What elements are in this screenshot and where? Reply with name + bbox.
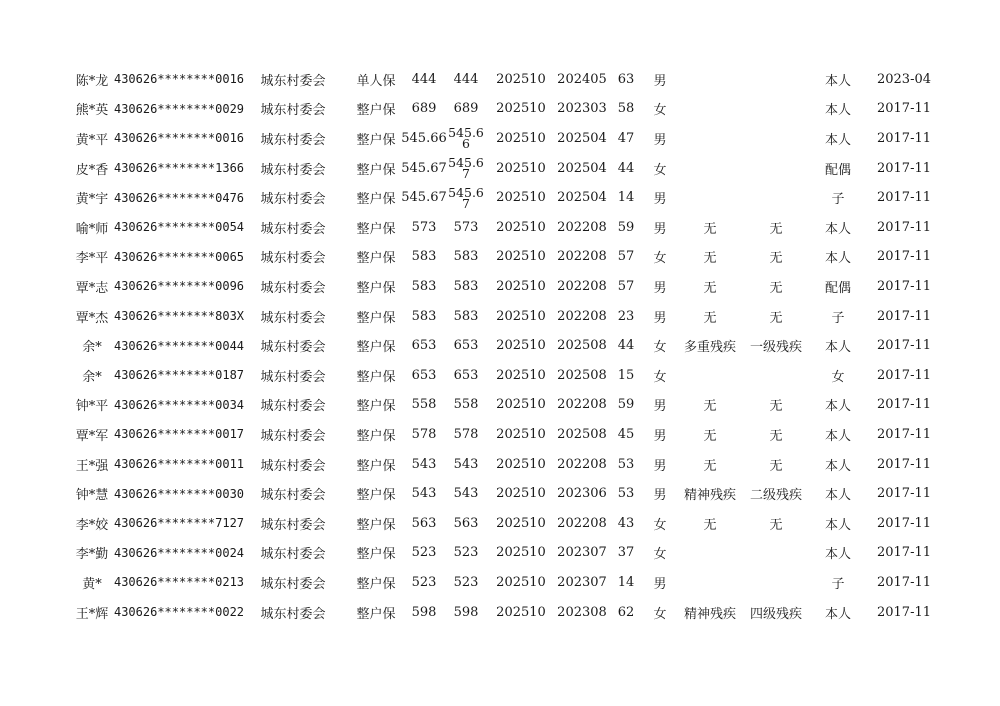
enrollment-date-cell: 2017-11 [876,190,932,206]
disability-level-cell [746,94,806,124]
start-month-cell: 202208 [557,219,607,235]
age-cell: 63 [617,71,635,87]
enrollment-date-cell: 2017-11 [876,574,932,590]
id-number-cell: 430626********0187 [113,368,245,383]
age-cell: 57 [617,249,635,265]
id-number-cell: 430626********0044 [113,338,245,353]
disability-category-cell [678,153,742,183]
id-number-cell: 430626********0024 [113,545,245,560]
enrollment-date-cell: 2017-11 [876,160,932,176]
amount-secondary-cell: 558 [453,397,479,413]
disability-category-cell: 无 [703,251,717,267]
disability-level-cell: 四级残疾 [749,606,802,622]
village-committee-cell: 城东村委会 [260,310,326,326]
amount-secondary-cell: 573 [453,219,479,235]
issue-month-cell: 202510 [496,160,546,176]
disability-category-cell: 多重残疾 [683,340,736,356]
enrollment-date-cell: 2017-11 [876,101,932,117]
village-committee-cell: 城东村委会 [260,73,326,89]
disability-category-cell: 无 [703,310,717,326]
start-month-cell: 202508 [557,426,607,442]
assistance-type-cell: 整户保 [356,132,396,148]
age-cell: 58 [617,101,635,117]
sex-cell: 女 [653,251,667,267]
relation-to-head-cell: 本人 [824,547,851,563]
person-name-cell: 覃*杰 [75,310,109,326]
age-cell: 14 [617,190,635,206]
table-row [0,272,1000,302]
id-number-cell: 430626********0030 [113,486,245,501]
person-name-cell: 熊*英 [75,103,109,119]
disability-category-cell [678,65,742,95]
village-committee-cell: 城东村委会 [260,369,326,385]
enrollment-date-cell: 2017-11 [876,367,932,383]
sex-cell: 男 [653,73,667,89]
assistance-type-cell: 整户保 [356,576,396,592]
person-name-cell: 李*勤 [75,547,109,563]
disability-category-cell: 无 [703,221,717,237]
amount-primary-cell: 523 [411,545,437,561]
village-committee-cell: 城东村委会 [260,132,326,148]
person-name-cell: 李*平 [75,251,109,267]
village-committee-cell: 城东村委会 [260,399,326,415]
enrollment-date-cell: 2017-11 [876,338,932,354]
issue-month-cell: 202510 [496,456,546,472]
enrollment-date-cell: 2017-11 [876,130,932,146]
person-name-cell: 余* [82,369,102,385]
assistance-type-cell: 整户保 [356,369,396,385]
issue-month-cell: 202510 [496,249,546,265]
amount-primary-cell: 545.67 [401,190,447,206]
issue-month-cell: 202510 [496,219,546,235]
id-number-cell: 430626********0096 [113,279,245,294]
relation-to-head-cell: 女 [831,369,845,385]
sex-cell: 女 [653,369,667,385]
sex-cell: 男 [653,576,667,592]
table-row [0,213,1000,243]
disability-category-cell [678,183,742,213]
disability-category-cell [678,538,742,568]
relation-to-head-cell: 本人 [824,458,851,474]
start-month-cell: 202208 [557,249,607,265]
table-row [0,568,1000,598]
enrollment-date-cell: 2017-11 [876,219,932,235]
amount-primary-cell: 558 [411,397,437,413]
disability-level-cell: 二级残疾 [749,488,802,504]
sex-cell: 男 [653,428,667,444]
village-committee-cell: 城东村委会 [260,162,326,178]
issue-month-cell: 202510 [496,367,546,383]
village-committee-cell: 城东村委会 [260,488,326,504]
amount-secondary-cell: 583 [453,278,479,294]
sex-cell: 男 [653,310,667,326]
person-name-cell: 覃*军 [75,428,109,444]
issue-month-cell: 202510 [496,397,546,413]
amount-secondary-cell: 444 [453,71,479,87]
amount-secondary-cell: 523 [453,545,479,561]
person-name-cell: 王*强 [75,458,109,474]
id-number-cell: 430626********0029 [113,101,245,116]
sex-cell: 女 [653,606,667,622]
assistance-type-cell: 整户保 [356,251,396,267]
assistance-type-cell: 整户保 [356,221,396,237]
age-cell: 57 [617,278,635,294]
id-number-cell: 430626********1366 [113,161,245,176]
id-number-cell: 430626********0016 [113,131,245,146]
amount-secondary-cell: 578 [453,426,479,442]
relation-to-head-cell: 本人 [824,399,851,415]
disability-level-cell: 无 [769,458,783,474]
start-month-cell: 202306 [557,486,607,502]
assistance-type-cell: 整户保 [356,399,396,415]
id-number-cell: 430626********0213 [113,575,245,590]
disability-level-cell: 无 [769,428,783,444]
age-cell: 59 [617,219,635,235]
disability-level-cell: 无 [769,517,783,533]
table-row [0,242,1000,272]
assistance-type-cell: 整户保 [356,192,396,208]
sex-cell: 女 [653,162,667,178]
enrollment-date-cell: 2023-04 [876,71,932,87]
amount-primary-cell: 583 [411,249,437,265]
sex-cell: 男 [653,221,667,237]
person-name-cell: 喻*师 [75,221,109,237]
amount-secondary-cell: 598 [453,604,479,620]
table-row [0,153,1000,183]
issue-month-cell: 202510 [496,190,546,206]
start-month-cell: 202307 [557,545,607,561]
person-name-cell: 黄* [82,576,102,592]
relation-to-head-cell: 子 [831,310,845,326]
table-row [0,361,1000,391]
village-committee-cell: 城东村委会 [260,340,326,356]
relation-to-head-cell: 本人 [824,103,851,119]
enrollment-date-cell: 2017-11 [876,426,932,442]
age-cell: 53 [617,456,635,472]
village-committee-cell: 城东村委会 [260,576,326,592]
relation-to-head-cell: 子 [831,576,845,592]
amount-secondary-cell: 653 [453,367,479,383]
assistance-type-cell: 整户保 [356,517,396,533]
relation-to-head-cell: 本人 [824,73,851,89]
id-number-cell: 430626********0065 [113,249,245,264]
age-cell: 47 [617,130,635,146]
start-month-cell: 202308 [557,604,607,620]
amount-secondary-cell: 543 [453,486,479,502]
issue-month-cell: 202510 [496,101,546,117]
age-cell: 53 [617,486,635,502]
amount-secondary-cell: 563 [453,515,479,531]
amount-secondary-cell: 545.67 [448,184,484,211]
id-number-cell: 430626********7127 [113,516,245,531]
amount-secondary-cell: 545.67 [448,155,484,182]
assistance-type-cell: 整户保 [356,280,396,296]
relation-to-head-cell: 本人 [824,488,851,504]
age-cell: 14 [617,574,635,590]
person-name-cell: 李*姣 [75,517,109,533]
assistance-type-cell: 整户保 [356,310,396,326]
start-month-cell: 202504 [557,160,607,176]
issue-month-cell: 202510 [496,71,546,87]
amount-primary-cell: 545.67 [401,160,447,176]
sex-cell: 男 [653,132,667,148]
relation-to-head-cell: 本人 [824,517,851,533]
amount-secondary-cell: 523 [453,574,479,590]
amount-primary-cell: 653 [411,338,437,354]
disability-category-cell: 无 [703,517,717,533]
enrollment-date-cell: 2017-11 [876,545,932,561]
amount-primary-cell: 444 [411,71,437,87]
amount-primary-cell: 578 [411,426,437,442]
village-committee-cell: 城东村委会 [260,280,326,296]
enrollment-date-cell: 2017-11 [876,249,932,265]
person-name-cell: 钟*平 [75,399,109,415]
disability-level-cell [746,124,806,154]
issue-month-cell: 202510 [496,426,546,442]
village-committee-cell: 城东村委会 [260,517,326,533]
amount-secondary-cell: 583 [453,249,479,265]
disability-category-cell: 无 [703,428,717,444]
disability-category-cell [678,124,742,154]
sex-cell: 男 [653,192,667,208]
disability-level-cell: 无 [769,251,783,267]
disability-category-cell: 无 [703,399,717,415]
start-month-cell: 202208 [557,308,607,324]
village-committee-cell: 城东村委会 [260,221,326,237]
disability-level-cell [746,361,806,391]
assistance-type-cell: 整户保 [356,428,396,444]
enrollment-date-cell: 2017-11 [876,486,932,502]
assistance-type-cell: 整户保 [356,340,396,356]
table-row [0,597,1000,627]
id-number-cell: 430626********803X [113,309,245,324]
sex-cell: 男 [653,458,667,474]
id-number-cell: 430626********0017 [113,427,245,442]
disability-category-cell [678,94,742,124]
sex-cell: 女 [653,547,667,563]
amount-secondary-cell: 545.66 [448,125,484,152]
disability-category-cell: 精神残疾 [683,488,736,504]
enrollment-date-cell: 2017-11 [876,397,932,413]
amount-secondary-cell: 583 [453,308,479,324]
issue-month-cell: 202510 [496,130,546,146]
age-cell: 15 [617,367,635,383]
disability-category-cell: 精神残疾 [683,606,736,622]
start-month-cell: 202208 [557,456,607,472]
issue-month-cell: 202510 [496,338,546,354]
assistance-type-cell: 整户保 [356,458,396,474]
start-month-cell: 202405 [557,71,607,87]
issue-month-cell: 202510 [496,278,546,294]
start-month-cell: 202208 [557,515,607,531]
amount-primary-cell: 543 [411,486,437,502]
amount-primary-cell: 543 [411,456,437,472]
disability-level-cell [746,568,806,598]
disability-level-cell: 无 [769,280,783,296]
amount-primary-cell: 689 [411,101,437,117]
id-number-cell: 430626********0022 [113,605,245,620]
village-committee-cell: 城东村委会 [260,428,326,444]
relation-to-head-cell: 子 [831,192,845,208]
relation-to-head-cell: 配偶 [824,162,851,178]
enrollment-date-cell: 2017-11 [876,515,932,531]
assistance-type-cell: 整户保 [356,488,396,504]
relation-to-head-cell: 本人 [824,251,851,267]
amount-primary-cell: 598 [411,604,437,620]
person-name-cell: 黄*平 [75,132,109,148]
village-committee-cell: 城东村委会 [260,547,326,563]
person-name-cell: 陈*龙 [75,73,109,89]
assistance-type-cell: 整户保 [356,162,396,178]
amount-primary-cell: 563 [411,515,437,531]
disability-category-cell: 无 [703,458,717,474]
amount-secondary-cell: 653 [453,338,479,354]
table-row [0,301,1000,331]
table-row [0,538,1000,568]
start-month-cell: 202303 [557,101,607,117]
relation-to-head-cell: 本人 [824,221,851,237]
disability-level-cell [746,65,806,95]
assistance-type-cell: 整户保 [356,606,396,622]
amount-secondary-cell: 543 [453,456,479,472]
start-month-cell: 202508 [557,338,607,354]
amount-primary-cell: 573 [411,219,437,235]
relation-to-head-cell: 本人 [824,340,851,356]
disability-category-cell [678,568,742,598]
start-month-cell: 202208 [557,397,607,413]
enrollment-date-cell: 2017-11 [876,308,932,324]
amount-primary-cell: 545.66 [401,130,447,146]
age-cell: 59 [617,397,635,413]
village-committee-cell: 城东村委会 [260,458,326,474]
id-number-cell: 430626********0011 [113,457,245,472]
issue-month-cell: 202510 [496,308,546,324]
village-committee-cell: 城东村委会 [260,251,326,267]
issue-month-cell: 202510 [496,486,546,502]
village-committee-cell: 城东村委会 [260,192,326,208]
issue-month-cell: 202510 [496,574,546,590]
age-cell: 23 [617,308,635,324]
age-cell: 43 [617,515,635,531]
sex-cell: 男 [653,280,667,296]
person-name-cell: 余* [82,340,102,356]
id-number-cell: 430626********0476 [113,190,245,205]
amount-primary-cell: 653 [411,367,437,383]
relation-to-head-cell: 本人 [824,428,851,444]
village-committee-cell: 城东村委会 [260,103,326,119]
sex-cell: 男 [653,488,667,504]
age-cell: 44 [617,338,635,354]
disability-level-cell [746,183,806,213]
table-row [0,509,1000,539]
relation-to-head-cell: 配偶 [824,280,851,296]
amount-secondary-cell: 689 [453,101,479,117]
disability-level-cell [746,153,806,183]
start-month-cell: 202504 [557,130,607,146]
person-name-cell: 覃*志 [75,280,109,296]
disability-category-cell: 无 [703,280,717,296]
person-name-cell: 黄*宇 [75,192,109,208]
relation-to-head-cell: 本人 [824,132,851,148]
table-row [0,331,1000,361]
age-cell: 44 [617,160,635,176]
issue-month-cell: 202510 [496,545,546,561]
table-row [0,420,1000,450]
disability-level-cell: 无 [769,221,783,237]
person-name-cell: 钟*慧 [75,488,109,504]
table-row [0,65,1000,95]
disability-level-cell: 无 [769,399,783,415]
start-month-cell: 202208 [557,278,607,294]
start-month-cell: 202307 [557,574,607,590]
age-cell: 37 [617,545,635,561]
disability-level-cell [746,538,806,568]
person-name-cell: 皮*香 [75,162,109,178]
disability-level-cell: 无 [769,310,783,326]
enrollment-date-cell: 2017-11 [876,604,932,620]
table-row [0,183,1000,213]
sex-cell: 女 [653,340,667,356]
disability-level-cell: 一级残疾 [749,340,802,356]
assistance-type-cell: 整户保 [356,103,396,119]
village-committee-cell: 城东村委会 [260,606,326,622]
amount-primary-cell: 583 [411,308,437,324]
relation-to-head-cell: 本人 [824,606,851,622]
age-cell: 62 [617,604,635,620]
id-number-cell: 430626********0054 [113,220,245,235]
sex-cell: 男 [653,399,667,415]
amount-primary-cell: 523 [411,574,437,590]
start-month-cell: 202508 [557,367,607,383]
table-row [0,94,1000,124]
person-name-cell: 王*辉 [75,606,109,622]
table-row [0,449,1000,479]
disability-category-cell [678,361,742,391]
sex-cell: 女 [653,103,667,119]
issue-month-cell: 202510 [496,515,546,531]
amount-primary-cell: 583 [411,278,437,294]
enrollment-date-cell: 2017-11 [876,278,932,294]
issue-month-cell: 202510 [496,604,546,620]
assistance-type-cell: 整户保 [356,547,396,563]
table-row [0,124,1000,154]
table-row [0,390,1000,420]
table-row [0,479,1000,509]
start-month-cell: 202504 [557,190,607,206]
age-cell: 45 [617,426,635,442]
id-number-cell: 430626********0034 [113,397,245,412]
enrollment-date-cell: 2017-11 [876,456,932,472]
assistance-type-cell: 单人保 [356,73,396,89]
id-number-cell: 430626********0016 [113,72,245,87]
sex-cell: 女 [653,517,667,533]
